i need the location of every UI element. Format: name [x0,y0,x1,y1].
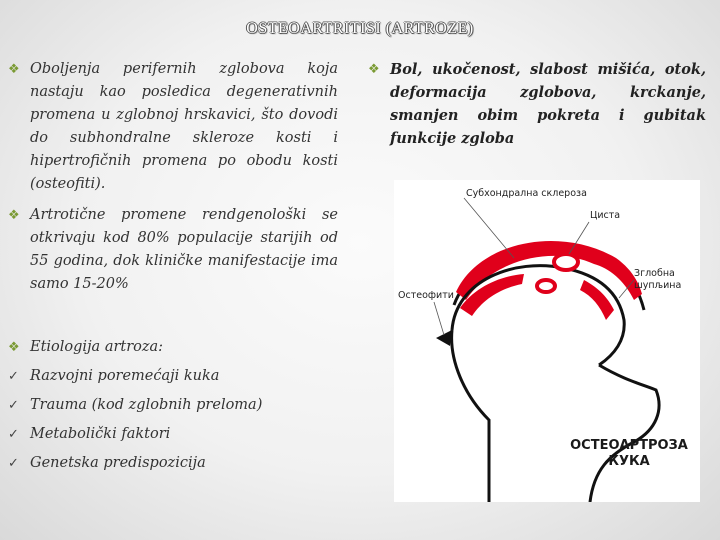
osteophyte-shape [436,330,452,346]
etiology-item-4: ✓ Genetska predispozicija [8,452,338,475]
etiology-item-2: ✓ Trauma (kod zglobnih preloma) [8,394,338,417]
slide-title: OSTEOARTRITISI (ARTROZE) [246,20,474,37]
checkmark-icon: ✓ [8,427,19,442]
femur-lateral-outline [590,365,659,502]
cyst-shape [554,254,578,270]
pointer-line [464,198,514,258]
femur-medial-outline [452,330,489,502]
checkmark-icon: ✓ [8,456,19,471]
label-sclerosis: Субхондрална склероза [466,188,587,199]
etiology-heading: ❖ Etiologija artroza: [8,336,338,359]
bullet-item-symptoms [368,58,706,150]
lesion-patch [580,280,614,320]
cyst-shape [537,280,555,292]
bullet-text-1: Oboljenja perifernih zglobova koja nastaju kao posledica degenerativnih promena u zglobnoj hrskavici, što dovodi do subhondralne skleroze kosti i hipertrofičnih promena po obodu kosti (osteofiti). [30,61,338,192]
bullet-item-2 [8,204,338,296]
bullet-item-1 [8,58,338,196]
diagram-title: ОСТЕОАРТРОЗА КУКА [570,438,688,469]
checkmark-icon: ✓ [8,398,19,413]
label-cyst: Циста [590,210,621,221]
diamond-bullet-icon: ❖ [8,62,20,77]
right-column [368,58,706,150]
left-column [8,58,338,475]
diamond-bullet-icon: ❖ [8,208,20,223]
hip-osteoarthritis-diagram [394,180,700,502]
etiology-item-3: ✓ Metabolički faktori [8,423,338,446]
diamond-bullet-icon: ❖ [8,340,20,355]
pointer-line [434,302,444,335]
diamond-bullet-icon: ❖ [368,62,380,77]
bullet-text-2: Artrotične promene rendgenološki se otkrivaju kod 80% populacije starijih od 55 godina, dok kliničke manifestacije ima samo 15-20% [30,207,338,292]
etiology-item-1: ✓ Razvojni poremećaji kuka [8,365,338,388]
label-osteophytes: Остеофити [398,290,454,301]
checkmark-icon: ✓ [8,369,19,384]
label-capsule-1: Зглобна [634,268,675,279]
symptoms-text: Bol, ukočenost, slabost mišića, otok, deformacija zglobova, krckanje, smanjen obim pokreta i gubitak funkcije zgloba [390,61,706,147]
label-capsule-2: шупљина [634,280,682,291]
